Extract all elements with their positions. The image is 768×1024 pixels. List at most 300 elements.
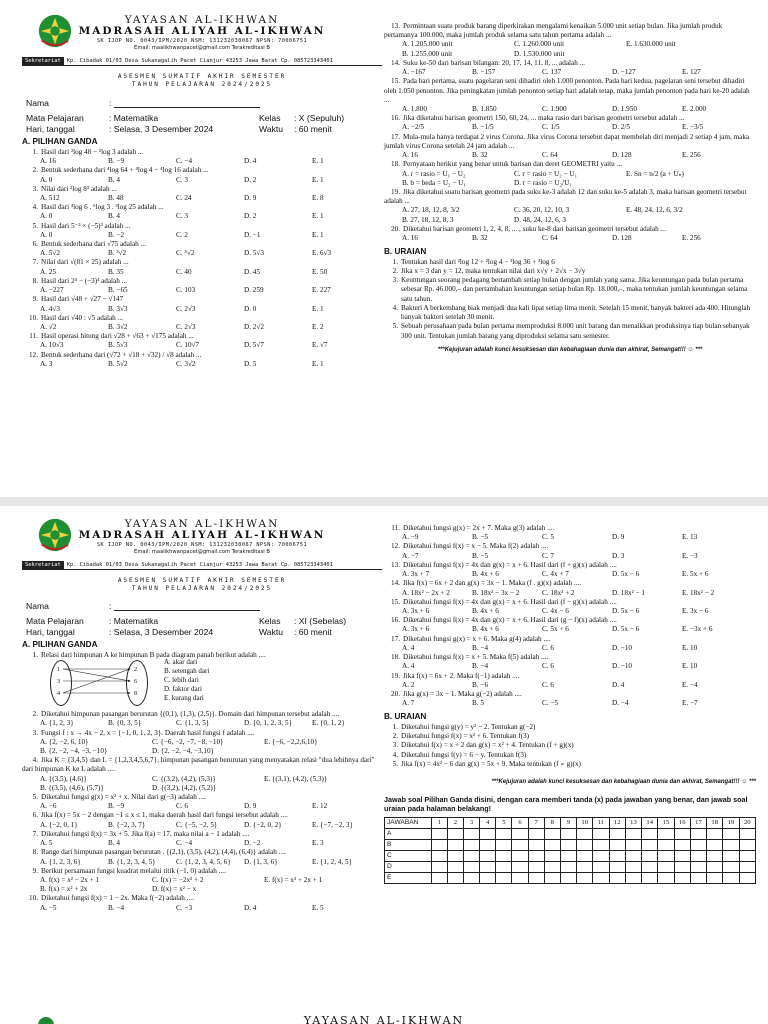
answer-option[interactable]: B. 32 bbox=[472, 234, 488, 243]
answer-option[interactable]: C. 4x − 6 bbox=[542, 606, 569, 615]
answer-option[interactable]: E. 256 bbox=[682, 151, 701, 160]
answer-grid-cell[interactable] bbox=[496, 840, 512, 851]
answer-option[interactable]: C. 6 bbox=[176, 802, 188, 811]
answer-option[interactable]: E. 256 bbox=[682, 234, 701, 243]
answer-option[interactable]: D. 2√2 bbox=[244, 323, 264, 331]
answer-grid-cell[interactable] bbox=[658, 851, 674, 862]
answer-grid-cell[interactable] bbox=[707, 829, 723, 840]
answer-option[interactable]: D. 128 bbox=[612, 234, 632, 243]
answer-grid-cell[interactable] bbox=[528, 862, 544, 873]
answer-option[interactable]: D. {0, 1, 2, 3, 5} bbox=[244, 719, 293, 728]
answer-option[interactable]: B. −5 bbox=[472, 533, 489, 542]
answer-option[interactable]: A. √2 bbox=[40, 323, 57, 331]
answer-grid-cell[interactable] bbox=[577, 862, 593, 873]
answer-option[interactable]: A. 7 bbox=[402, 699, 415, 708]
answer-grid-cell[interactable] bbox=[463, 851, 479, 862]
answer-option[interactable]: C. 137 bbox=[542, 68, 562, 77]
answer-option[interactable]: C. {−6, −2, −7, −8, −10} bbox=[152, 737, 224, 746]
answer-grid-cell[interactable] bbox=[625, 851, 641, 862]
answer-option[interactable]: A. 0 bbox=[40, 212, 53, 221]
answer-option[interactable]: A. {−2, 0, 1} bbox=[40, 820, 78, 829]
answer-option[interactable]: A. −227 bbox=[40, 286, 64, 295]
answer-grid-cell[interactable] bbox=[690, 862, 706, 873]
answer-option[interactable]: A. 4 bbox=[402, 643, 415, 652]
answer-grid-cell[interactable] bbox=[723, 862, 739, 873]
name-fill-line[interactable] bbox=[114, 107, 260, 108]
answer-option[interactable]: A. −9 bbox=[402, 533, 419, 542]
answer-option[interactable]: B. {0, 3, 5} bbox=[108, 719, 142, 728]
answer-option[interactable]: B. −2 bbox=[108, 230, 125, 239]
answer-option[interactable]: B. 4 bbox=[108, 212, 120, 221]
answer-grid-cell[interactable] bbox=[707, 862, 723, 873]
answer-option[interactable]: A. {(3,5), (4,6)} bbox=[40, 774, 87, 783]
answer-option[interactable]: C. 5x + 6 bbox=[542, 625, 569, 634]
answer-option[interactable]: B. −4 bbox=[472, 662, 489, 671]
answer-grid-cell[interactable] bbox=[739, 862, 755, 873]
answer-option[interactable]: A. f(x) = x² − 2x + 1 bbox=[40, 876, 100, 884]
answer-grid-cell[interactable] bbox=[560, 851, 576, 862]
answer-option[interactable]: A. −6 bbox=[40, 802, 57, 811]
answer-grid-cell[interactable] bbox=[463, 873, 479, 884]
answer-grid-cell[interactable] bbox=[690, 840, 706, 851]
answer-option[interactable]: C. −5 bbox=[542, 699, 559, 708]
answer-option[interactable]: A. 3x + 6 bbox=[402, 606, 430, 615]
answer-option[interactable]: E. 1 bbox=[312, 304, 324, 313]
answer-grid-cell[interactable] bbox=[496, 829, 512, 840]
answer-grid-cell[interactable] bbox=[723, 851, 739, 862]
answer-grid-cell[interactable] bbox=[496, 851, 512, 862]
answer-option[interactable]: E. 2.000 bbox=[682, 104, 707, 113]
answer-option[interactable]: B. 3√2 bbox=[108, 323, 128, 331]
answer-option[interactable]: B. 5 bbox=[472, 699, 484, 708]
answer-option[interactable]: D. 5 bbox=[244, 359, 257, 368]
answer-grid-cell[interactable] bbox=[512, 829, 528, 840]
answer-grid-cell[interactable] bbox=[463, 840, 479, 851]
answer-option[interactable]: E. 48, 24, 12, 6, 3/2 bbox=[626, 206, 683, 215]
answer-grid-cell[interactable] bbox=[625, 862, 641, 873]
answer-option[interactable]: B. −65 bbox=[108, 286, 128, 295]
answer-option[interactable]: E. {(3,1), (4,2), (5,3)} bbox=[264, 774, 328, 783]
answer-grid-cell[interactable] bbox=[642, 873, 658, 884]
answer-grid-cell[interactable] bbox=[739, 873, 755, 884]
answer-option[interactable]: E. f(x) = x² + 2x + 1 bbox=[264, 876, 323, 884]
answer-grid-cell[interactable] bbox=[674, 829, 690, 840]
answer-grid-cell[interactable] bbox=[723, 873, 739, 884]
answer-option[interactable]: C. ⁵√2 bbox=[176, 249, 195, 258]
answer-grid-cell[interactable] bbox=[480, 829, 496, 840]
answer-grid-cell[interactable] bbox=[609, 851, 625, 862]
answer-option[interactable]: B. 5√2 bbox=[108, 359, 128, 368]
answer-grid-cell[interactable] bbox=[512, 873, 528, 884]
answer-option[interactable]: A. 16 bbox=[402, 234, 418, 243]
answer-option[interactable]: E. {1, 2, 4, 5} bbox=[312, 857, 353, 866]
answer-option[interactable]: D. 259 bbox=[244, 286, 264, 295]
answer-option[interactable]: C. 10√7 bbox=[176, 341, 200, 350]
answer-option[interactable]: B. 4x + 6 bbox=[472, 570, 499, 579]
answer-grid-cell[interactable] bbox=[431, 862, 447, 873]
answer-grid-cell[interactable] bbox=[642, 851, 658, 862]
answer-option[interactable]: D. 2 bbox=[244, 175, 257, 184]
answer-option[interactable]: C. 103 bbox=[176, 286, 196, 295]
answer-grid-cell[interactable] bbox=[739, 851, 755, 862]
answer-grid-cell[interactable] bbox=[609, 873, 625, 884]
answer-option[interactable]: C. −4 bbox=[176, 839, 193, 848]
answer-grid-cell[interactable] bbox=[739, 829, 755, 840]
answer-option[interactable]: C. {1, 2, 3, 4, 5, 6} bbox=[176, 857, 231, 866]
answer-option[interactable]: C. 18x² + 2 bbox=[542, 588, 575, 597]
answer-option[interactable]: B. 4x + 6 bbox=[472, 625, 499, 634]
answer-grid-cell[interactable] bbox=[528, 873, 544, 884]
answer-grid-cell[interactable] bbox=[480, 851, 496, 862]
answer-option[interactable]: B. {−2, 3, 7} bbox=[108, 820, 146, 829]
answer-option[interactable]: A. 1.800 bbox=[402, 104, 427, 113]
answer-grid-cell[interactable] bbox=[512, 851, 528, 862]
answer-grid-cell[interactable] bbox=[577, 873, 593, 884]
answer-grid-cell[interactable] bbox=[480, 873, 496, 884]
answer-option[interactable]: C. 64 bbox=[542, 151, 558, 160]
answer-option[interactable]: E. {−7, −2, 3} bbox=[312, 820, 353, 829]
answer-grid-cell[interactable] bbox=[512, 840, 528, 851]
answer-option[interactable]: B. −9 bbox=[108, 802, 125, 811]
answer-grid-cell[interactable] bbox=[593, 829, 609, 840]
answer-option[interactable]: C. 2 bbox=[176, 230, 188, 239]
answer-grid-cell[interactable] bbox=[560, 829, 576, 840]
answer-grid-cell[interactable] bbox=[431, 851, 447, 862]
answer-option[interactable]: E. 12 bbox=[312, 802, 328, 811]
answer-option[interactable]: A. −2/5 bbox=[402, 123, 425, 132]
answer-option[interactable]: E. 3x − 6 bbox=[682, 606, 709, 615]
answer-option[interactable]: D. 9 bbox=[244, 193, 257, 202]
answer-option[interactable]: D. {−2, 0, 2} bbox=[244, 820, 282, 829]
answer-option[interactable]: E. √7 bbox=[312, 341, 328, 350]
answer-grid-cell[interactable] bbox=[674, 851, 690, 862]
answer-option[interactable]: C. f(x) = −2x² + 2 bbox=[152, 876, 204, 884]
answer-option[interactable]: B. −1/5 bbox=[472, 123, 494, 132]
answer-option[interactable]: C. 6 bbox=[542, 643, 554, 652]
answer-option[interactable]: C. r = rasio = U₂ − U₁ bbox=[514, 169, 578, 178]
answer-option[interactable]: E. 3 bbox=[312, 839, 324, 848]
answer-option[interactable]: A. 3x + 7 bbox=[402, 570, 430, 579]
answer-option[interactable]: B. 4 bbox=[108, 175, 120, 184]
answer-option[interactable]: D. 4 bbox=[612, 680, 625, 689]
answer-option[interactable]: E. {0, 1, 2} bbox=[312, 719, 345, 728]
answer-grid-cell[interactable] bbox=[544, 862, 560, 873]
answer-option[interactable]: E. −4 bbox=[682, 680, 698, 689]
answer-grid-cell[interactable] bbox=[625, 873, 641, 884]
answer-option[interactable]: E. 5x + 6 bbox=[682, 570, 709, 579]
answer-option[interactable]: B. −9 bbox=[108, 157, 125, 166]
answer-grid-cell[interactable] bbox=[577, 851, 593, 862]
answer-option[interactable]: E. −7 bbox=[682, 699, 698, 708]
answer-option[interactable]: B. 32 bbox=[472, 151, 488, 160]
answer-option[interactable]: B. 1.255.000 unit bbox=[402, 49, 453, 58]
answer-grid-cell[interactable] bbox=[707, 840, 723, 851]
answer-grid-cell[interactable] bbox=[496, 873, 512, 884]
answer-grid-cell[interactable] bbox=[707, 851, 723, 862]
answer-option[interactable]: B. 18x² − 3x − 2 bbox=[472, 588, 520, 597]
answer-option[interactable]: D. −127 bbox=[612, 68, 636, 77]
answer-option[interactable]: D. 2 bbox=[244, 212, 257, 221]
answer-option[interactable]: D. 45 bbox=[244, 267, 260, 276]
answer-grid-cell[interactable] bbox=[431, 840, 447, 851]
answer-option[interactable]: D. −10 bbox=[612, 662, 633, 671]
answer-grid-cell[interactable] bbox=[625, 840, 641, 851]
answer-option[interactable]: E. 1 bbox=[312, 175, 324, 184]
answer-option[interactable]: B. 4x + 6 bbox=[472, 606, 499, 615]
answer-option[interactable]: A. 5√2 bbox=[40, 249, 60, 258]
answer-grid-cell[interactable] bbox=[447, 862, 463, 873]
answer-option[interactable]: B. −157 bbox=[472, 68, 496, 77]
answer-option[interactable]: C. 1.900 bbox=[542, 104, 567, 113]
answer-grid-cell[interactable] bbox=[528, 851, 544, 862]
answer-option[interactable]: C. −4 bbox=[176, 157, 193, 166]
answer-grid-cell[interactable] bbox=[447, 851, 463, 862]
answer-grid-cell[interactable] bbox=[560, 862, 576, 873]
answer-grid-cell[interactable] bbox=[480, 840, 496, 851]
answer-option[interactable]: A. −167 bbox=[402, 68, 426, 77]
answer-option[interactable]: D. 9 bbox=[612, 533, 625, 542]
answer-option[interactable]: D. 1.530.000 unit bbox=[514, 49, 565, 58]
answer-option[interactable]: D. 5x − 6 bbox=[612, 625, 640, 634]
answer-option[interactable]: C. 2√3 bbox=[176, 304, 196, 313]
answer-option[interactable]: E. −3 bbox=[682, 551, 698, 560]
answer-grid-cell[interactable] bbox=[593, 873, 609, 884]
answer-grid-cell[interactable] bbox=[544, 873, 560, 884]
answer-option[interactable]: C. 7 bbox=[542, 551, 554, 560]
answer-grid-cell[interactable] bbox=[625, 829, 641, 840]
answer-option[interactable]: D. {1, 3, 6} bbox=[244, 857, 278, 866]
answer-grid-cell[interactable] bbox=[463, 862, 479, 873]
answer-option[interactable]: D. 128 bbox=[612, 151, 632, 160]
answer-option[interactable]: E. 1 bbox=[312, 359, 324, 368]
question-item bbox=[22, 148, 382, 157]
answer-option[interactable]: D. 0 bbox=[244, 304, 257, 313]
answer-option[interactable]: A. 25 bbox=[40, 267, 56, 276]
answer-option[interactable]: B. ³√2 bbox=[108, 249, 127, 258]
answer-grid-cell[interactable] bbox=[658, 862, 674, 873]
answer-grid-cell[interactable] bbox=[609, 840, 625, 851]
answer-grid-cell[interactable] bbox=[707, 873, 723, 884]
answer-option[interactable]: C. 1/5 bbox=[542, 123, 560, 132]
answer-grid-cell[interactable] bbox=[496, 862, 512, 873]
answer-grid-cell[interactable] bbox=[593, 840, 609, 851]
answer-grid-cell[interactable] bbox=[447, 873, 463, 884]
answer-option[interactable]: A. 2 bbox=[402, 680, 415, 689]
answer-option[interactable]: D. 4 bbox=[244, 157, 257, 166]
answer-grid-cell[interactable] bbox=[593, 862, 609, 873]
answer-option[interactable]: B. −5 bbox=[472, 551, 489, 560]
answer-option[interactable]: C. 4x + 7 bbox=[542, 570, 569, 579]
answer-option[interactable]: E. 1.630.000 unit bbox=[626, 40, 676, 49]
answer-option[interactable]: A. 512 bbox=[40, 193, 60, 202]
answer-grid-cell[interactable] bbox=[463, 829, 479, 840]
answer-grid-cell[interactable] bbox=[658, 829, 674, 840]
answer-grid-cell[interactable] bbox=[447, 829, 463, 840]
answer-option[interactable]: C. 36, 20, 12, 10, 3 bbox=[514, 206, 570, 215]
answer-grid-cell[interactable] bbox=[480, 862, 496, 873]
answer-option[interactable]: C. −3 bbox=[176, 903, 193, 912]
answer-option[interactable]: A. 16 bbox=[40, 157, 56, 166]
answer-option[interactable]: B. −4 bbox=[108, 903, 125, 912]
answer-grid-cell[interactable] bbox=[658, 873, 674, 884]
answer-option[interactable]: C. {1, 3, 5} bbox=[176, 719, 210, 728]
answer-grid-cell[interactable] bbox=[690, 873, 706, 884]
answer-grid-cell[interactable] bbox=[723, 840, 739, 851]
answer-option[interactable]: A. 4√3 bbox=[40, 304, 60, 313]
answer-option[interactable]: A. 5 bbox=[40, 839, 53, 848]
answer-option[interactable]: B. 4 bbox=[108, 839, 120, 848]
answer-option[interactable]: A. r = rasio = U₁ − U₂ bbox=[402, 169, 466, 178]
answer-option[interactable]: A. {2, −2, 6, 10} bbox=[40, 737, 89, 746]
answer-option[interactable]: D. 5x − 6 bbox=[612, 606, 640, 615]
answer-option[interactable]: A. −5 bbox=[40, 903, 57, 912]
answer-option[interactable]: C. 2√3 bbox=[176, 323, 196, 331]
answer-grid-cell[interactable] bbox=[658, 840, 674, 851]
answer-option[interactable]: D. −10 bbox=[612, 643, 633, 652]
answer-option[interactable]: B. 48 bbox=[108, 193, 124, 202]
answer-grid-cell[interactable] bbox=[739, 840, 755, 851]
answer-grid-cell[interactable] bbox=[674, 873, 690, 884]
answer-option[interactable]: D. {(3,2), (4,2), (5,2)} bbox=[152, 783, 217, 792]
answer-option[interactable]: B. {1, 2, 3, 4, 5} bbox=[108, 857, 156, 866]
answer-option[interactable]: A. 16 bbox=[402, 151, 418, 160]
answer-option[interactable]: D. 18x² − 1 bbox=[612, 588, 645, 597]
answer-grid-cell[interactable] bbox=[642, 862, 658, 873]
answer-option[interactable]: E. 1 bbox=[312, 212, 324, 221]
answer-option[interactable]: E. 6√3 bbox=[312, 249, 332, 258]
answer-grid-cell[interactable] bbox=[544, 840, 560, 851]
answer-option[interactable]: E. 10 bbox=[682, 662, 698, 671]
answer-option[interactable]: C. {(3,2), (4,2), (5,3)} bbox=[152, 774, 216, 783]
answer-option[interactable]: B. 35 bbox=[108, 267, 124, 276]
answer-option[interactable]: E. 50 bbox=[312, 267, 328, 276]
answer-option[interactable]: E. 13 bbox=[682, 533, 698, 542]
answer-option[interactable]: D. 5x − 6 bbox=[612, 570, 640, 579]
answer-option[interactable]: A. 0 bbox=[40, 175, 53, 184]
answer-grid-cell[interactable] bbox=[609, 862, 625, 873]
name-fill-line[interactable] bbox=[114, 610, 260, 611]
answer-grid-cell[interactable] bbox=[528, 840, 544, 851]
answer-grid-cell[interactable] bbox=[431, 873, 447, 884]
answer-grid-cell[interactable] bbox=[512, 862, 528, 873]
answer-option[interactable]: E. 1 bbox=[312, 157, 324, 166]
answer-option[interactable]: B. {2, −2, −4, −3, −10} bbox=[40, 746, 108, 755]
answer-option[interactable]: A. 4 bbox=[402, 662, 415, 671]
answer-option[interactable]: D. 3 bbox=[612, 551, 625, 560]
answer-grid-cell[interactable] bbox=[593, 851, 609, 862]
answer-option[interactable]: E. 10 bbox=[682, 643, 698, 652]
answer-option[interactable]: A. 3 bbox=[40, 359, 53, 368]
answer-grid-cell[interactable] bbox=[577, 829, 593, 840]
answer-option[interactable]: C. 3√2 bbox=[176, 359, 196, 368]
answer-option[interactable]: E. −3/5 bbox=[682, 123, 704, 132]
answer-option[interactable]: C. {−5, −2, 5} bbox=[176, 820, 218, 829]
answer-option[interactable]: B. {(3,5), (4,6), (5,7)} bbox=[40, 783, 104, 792]
answer-option[interactable]: C. 64 bbox=[542, 234, 558, 243]
answer-option[interactable]: D. 1.950 bbox=[612, 104, 637, 113]
answer-option[interactable]: A. {1, 2, 3, 6} bbox=[40, 857, 81, 866]
answer-options bbox=[384, 589, 756, 598]
answer-option[interactable]: D. 4 bbox=[244, 903, 257, 912]
answer-option[interactable]: A. 27, 18, 12, 8, 3/2 bbox=[402, 206, 460, 215]
answer-grid-cell[interactable] bbox=[642, 840, 658, 851]
answer-option[interactable]: C. 3 bbox=[176, 175, 188, 184]
answer-option[interactable]: C. 6 bbox=[542, 680, 554, 689]
answer-grid-cell[interactable] bbox=[690, 851, 706, 862]
answer-grid-cell[interactable] bbox=[609, 829, 625, 840]
answer-grid-cell[interactable] bbox=[690, 829, 706, 840]
answer-option[interactable]: D. 48, 24, 12, 6, 3 bbox=[514, 215, 566, 224]
answer-option[interactable]: B. f(x) = x² + 2x bbox=[40, 885, 88, 894]
answer-grid-cell[interactable] bbox=[577, 840, 593, 851]
answer-option[interactable]: E. Sn = n/2 (a + Uₙ) bbox=[626, 169, 684, 178]
answer-option[interactable]: B. 1.850 bbox=[472, 104, 497, 113]
answer-option[interactable]: B. −6 bbox=[472, 680, 489, 689]
answer-option[interactable]: E. 8 bbox=[312, 193, 324, 202]
answer-option[interactable]: B. 5√3 bbox=[108, 341, 128, 350]
answer-option[interactable]: D. −4 bbox=[612, 699, 629, 708]
answer-option[interactable]: C. 24 bbox=[176, 193, 192, 202]
answer-option[interactable]: B. 27, 18, 12, 8, 3 bbox=[402, 215, 454, 224]
answer-grid-cell[interactable] bbox=[544, 851, 560, 862]
answer-option[interactable]: A. 0 bbox=[40, 230, 53, 239]
answer-option[interactable]: E. 5 bbox=[312, 903, 324, 912]
answer-option[interactable]: E. 1 bbox=[312, 230, 324, 239]
answer-option[interactable]: A. −7 bbox=[402, 551, 419, 560]
answer-option[interactable]: E. 2 bbox=[312, 323, 324, 331]
answer-grid-cell[interactable] bbox=[723, 829, 739, 840]
answer-option[interactable]: B. −4 bbox=[472, 643, 489, 652]
answer-option[interactable]: C. 3 bbox=[176, 212, 188, 221]
answer-option[interactable]: A. 1.205.000 unit bbox=[402, 40, 453, 49]
answer-option[interactable]: B. b = beda = U₂ − U₁ bbox=[402, 178, 466, 187]
answer-option[interactable]: E. 127 bbox=[682, 68, 701, 77]
answer-option[interactable]: E. 18x² − 2 bbox=[682, 588, 715, 597]
answer-option[interactable]: E. −3x + 6 bbox=[682, 625, 713, 634]
answer-grid-cell[interactable] bbox=[560, 840, 576, 851]
answer-option[interactable]: D. 2/5 bbox=[612, 123, 630, 132]
answer-option[interactable]: A. 18x² − 2x + 2 bbox=[402, 588, 450, 597]
answer-option[interactable]: C. 1.260.000 unit bbox=[514, 40, 565, 49]
answer-option[interactable]: C. 6 bbox=[542, 662, 554, 671]
answer-grid-cell[interactable] bbox=[674, 862, 690, 873]
answer-grid-cell[interactable] bbox=[674, 840, 690, 851]
answer-option[interactable]: D. 5√3 bbox=[244, 249, 264, 258]
answer-grid-cell[interactable] bbox=[544, 829, 560, 840]
answer-option[interactable]: D. r = rasio = U₂/U₁ bbox=[514, 178, 572, 187]
answer-option[interactable]: D. {2, −2, −4, −3,10} bbox=[152, 746, 214, 755]
answer-option[interactable]: A. 10√3 bbox=[40, 341, 64, 350]
answer-grid-cell[interactable] bbox=[560, 873, 576, 884]
answer-option[interactable]: C. 5 bbox=[542, 533, 554, 542]
answer-option[interactable]: D. −2 bbox=[244, 839, 261, 848]
answer-option[interactable]: A. 3x + 6 bbox=[402, 625, 430, 634]
answer-grid-cell[interactable] bbox=[431, 829, 447, 840]
answer-grid-cell[interactable] bbox=[528, 829, 544, 840]
answer-option[interactable]: E. {−6, −2,2,6,10} bbox=[264, 737, 318, 746]
answer-option[interactable]: D. 9 bbox=[244, 802, 257, 811]
answer-grid-cell[interactable] bbox=[642, 829, 658, 840]
answer-option[interactable]: D. −1 bbox=[244, 230, 261, 239]
answer-option[interactable]: D. 5√7 bbox=[244, 341, 264, 350]
answer-option[interactable]: D. f(x) = x² − x bbox=[152, 885, 197, 894]
answer-option[interactable]: A. {1, 2, 3} bbox=[40, 719, 74, 728]
answer-option[interactable]: E. 227 bbox=[312, 286, 331, 295]
answer-option[interactable]: C. 40 bbox=[176, 267, 192, 276]
answer-grid-cell[interactable] bbox=[447, 840, 463, 851]
question-number: 15. bbox=[391, 77, 400, 86]
answer-option[interactable]: B. 3√3 bbox=[108, 304, 128, 313]
